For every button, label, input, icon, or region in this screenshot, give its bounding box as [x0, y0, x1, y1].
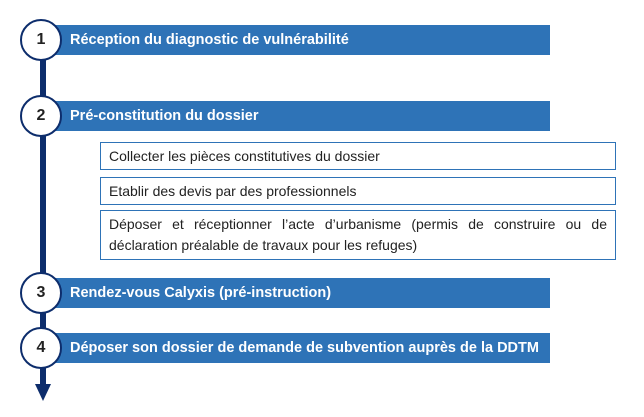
- step-4-bar: [44, 333, 550, 363]
- step-1-circle: [20, 19, 62, 61]
- substep-collect-documents-label: Collecter les pièces constitutives du dossier: [109, 148, 380, 164]
- timeline-arrow-icon: [35, 384, 51, 401]
- step-3-bar: [44, 278, 550, 308]
- step-3-circle: [20, 272, 62, 314]
- step-1-label: Réception du diagnostic de vulnérabilité: [70, 32, 349, 48]
- substep-collect-documents: [100, 142, 616, 170]
- step-3-label: Rendez-vous Calyxis (pré-instruction): [70, 285, 332, 301]
- step-1-bar: [44, 25, 550, 55]
- step-4-circle: [20, 327, 62, 369]
- substep-quotes-label: Etablir des devis par des professionnels: [109, 183, 357, 199]
- substep-quotes: [100, 177, 616, 205]
- step-2-circle: [20, 95, 62, 137]
- substep-urbanism-act: [100, 210, 616, 260]
- step-2-number: 2: [36, 107, 46, 124]
- step-4-label: Déposer son dossier de demande de subvention auprès de la DDTM: [70, 340, 539, 356]
- step-2-bar: [44, 101, 550, 131]
- step-2-label: Pré-constitution du dossier: [70, 108, 259, 124]
- substep-urbanism-act-label: Déposer et réceptionner l’acte d’urbanisme (permis de construire ou de déclaration préalable de travaux pour les refuges): [109, 216, 607, 253]
- step-4-number: 4: [36, 339, 46, 356]
- step-1-number: 1: [36, 31, 46, 48]
- step-3-number: 3: [36, 284, 46, 301]
